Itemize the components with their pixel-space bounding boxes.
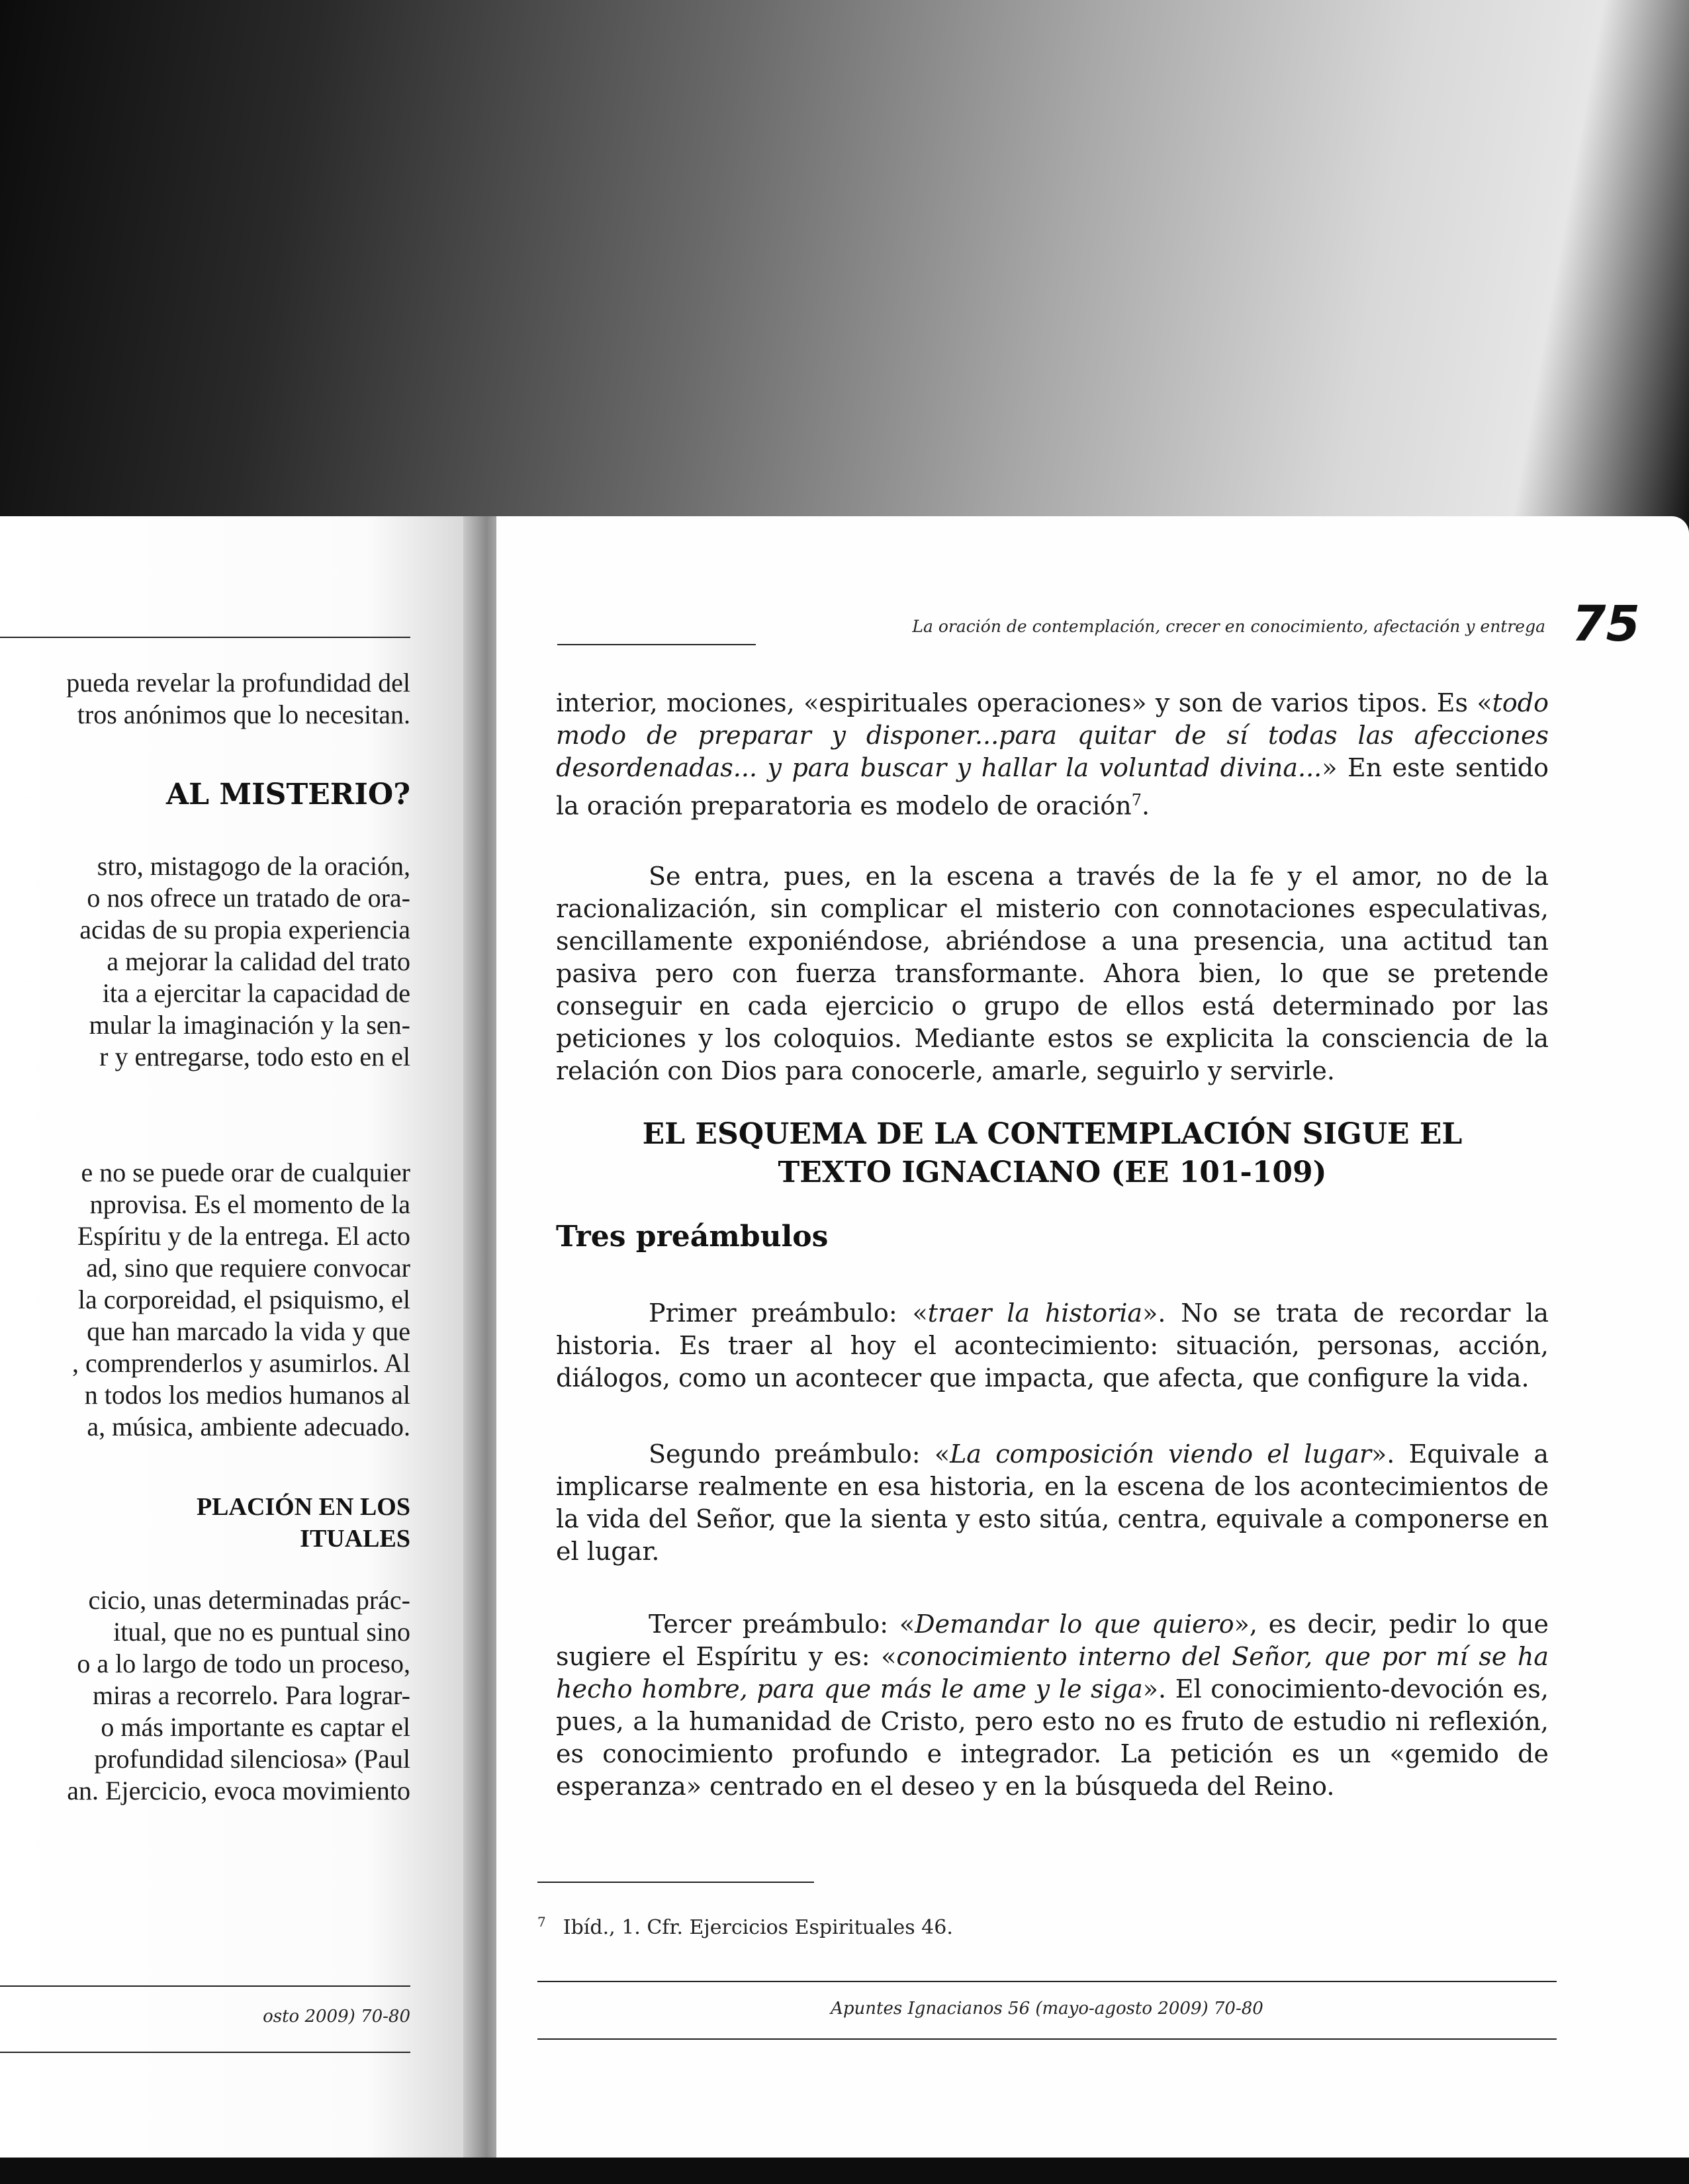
p1-quote: todo modo de preparar y disponer...para quitar de sí todas las afecciones desordenadas... y para buscar y hallar la voluntad divina... bbox=[556, 688, 1549, 782]
p4-pre: Segundo preámbulo: « bbox=[649, 1439, 950, 1469]
scanner-edge bbox=[0, 2158, 1689, 2184]
text-line: miras a recorrelo. Para lograr- bbox=[92, 1680, 410, 1710]
footnote-ref: 7 bbox=[1131, 791, 1142, 809]
text-line: nprovisa. Es el momento de la bbox=[89, 1189, 410, 1219]
footnote-mark: 7 bbox=[537, 1914, 546, 1930]
p5-pre: Tercer preámbulo: « bbox=[649, 1610, 915, 1639]
text-line: r y entregarse, todo esto en el bbox=[99, 1042, 410, 1071]
paragraph-4 bbox=[556, 1438, 1549, 1568]
p4-quote: La composición viendo el lugar bbox=[950, 1439, 1372, 1469]
text-line: , comprenderlos y asumirlos. Al bbox=[71, 1348, 410, 1378]
paragraph-3 bbox=[556, 1297, 1549, 1394]
footnote-text: Ibíd., 1. Cfr. Ejercicios Espirituales 46. bbox=[563, 1916, 953, 1939]
text-line: acidas de su propia experiencia bbox=[79, 915, 410, 944]
text-line: Espíritu y de la entrega. El acto bbox=[77, 1221, 410, 1251]
scanner-shadow bbox=[0, 0, 1689, 529]
p1-pre: interior, mociones, «espirituales operaciones» y son de varios tipos. Es « bbox=[556, 688, 1492, 717]
text-line: ad, sino que requiere convocar bbox=[86, 1253, 410, 1283]
p4-post: ». Equivale a implicarse realmente en esa historia, en la escena de los acontecimientos de la vida del Señor, que la sienta y esto sitúa, centra, equivale a componerse en el lugar. bbox=[556, 1439, 1549, 1566]
footer-rule-top bbox=[537, 1981, 1557, 1982]
paragraph-5 bbox=[556, 1608, 1549, 1803]
p5-post: ». El conocimiento-devoción es, pues, a la humanidad de Cristo, pero esto no es fruto de estudio ni reflexión, es conocimiento profundo e integrador. La petición es un «gemido de esperanza» centrado en el deseo y en la búsqueda del Reino. bbox=[556, 1674, 1549, 1801]
left-page bbox=[0, 516, 490, 2158]
header-rule bbox=[557, 644, 756, 645]
p5-mid: », es decir, pedir lo que sugiere el Espíritu y es: « bbox=[556, 1610, 1549, 1671]
left-footer: osto 2009) 70-80 bbox=[263, 2007, 410, 2026]
footer-journal: Apuntes Ignacianos 56 (mayo-agosto 2009) 70-80 bbox=[831, 1999, 1263, 2019]
subheading-preambulos: Tres preámbulos bbox=[556, 1220, 829, 1253]
text-line: an. Ejercicio, evoca movimiento bbox=[67, 1776, 410, 1805]
p1-post: » En este sentido la oración preparatoria es modelo de oración bbox=[556, 753, 1549, 821]
text-line: que han marcado la vida y que bbox=[87, 1316, 410, 1346]
text-line: o más importante es captar el bbox=[101, 1712, 410, 1742]
text-line: n todos los medios humanos al bbox=[84, 1380, 410, 1410]
left-text-block-a bbox=[0, 667, 410, 731]
section-title-line-2: TEXTO IGNACIANO (EE 101-109) bbox=[778, 1156, 1327, 1189]
p5-quote-1: Demandar lo que quiero bbox=[915, 1610, 1234, 1639]
left-footer-rule-top bbox=[0, 1985, 410, 1987]
left-header-rule bbox=[0, 637, 410, 638]
text-line: e no se puede orar de cualquier bbox=[81, 1158, 410, 1187]
running-head: La oración de contemplación, crecer en conocimiento, afectación y entrega bbox=[912, 617, 1545, 636]
left-text-block-d bbox=[0, 1584, 410, 1807]
text-line: PLACIÓN EN LOS bbox=[196, 1493, 410, 1521]
paragraph-1 bbox=[556, 687, 1549, 823]
left-subheading bbox=[0, 1491, 410, 1555]
text-line: tros anónimos que lo necesitan. bbox=[77, 700, 410, 729]
text-line: ita a ejercitar la capacidad de bbox=[102, 978, 410, 1008]
text-line: pueda revelar la profundidad del bbox=[66, 668, 410, 698]
text-line: ITUALES bbox=[300, 1525, 410, 1553]
page-number: 75 bbox=[1572, 596, 1640, 653]
section-title bbox=[556, 1115, 1549, 1192]
section-title-line-1: EL ESQUEMA DE LA CONTEMPLACIÓN SIGUE EL bbox=[642, 1117, 1463, 1151]
text-line: a, música, ambiente adecuado. bbox=[87, 1412, 410, 1441]
text-line: itual, que no es puntual sino bbox=[113, 1617, 410, 1647]
p3-post: ». No se trata de recordar la historia. Es traer al hoy el acontecimiento: situación, personas, acción, diálogos, como un acontecer que impacta, que afecta, que configure la vida. bbox=[556, 1298, 1549, 1392]
left-heading: AL MISTERIO? bbox=[166, 778, 410, 811]
p3-quote: traer la historia bbox=[927, 1298, 1143, 1328]
text-line: a mejorar la calidad del trato bbox=[107, 946, 410, 976]
p5-quote-2: conocimiento interno del Señor, que por mí se ha hecho hombre, para que más le ame y le siga bbox=[556, 1642, 1549, 1704]
left-text-block-b bbox=[0, 850, 410, 1073]
text-line: cicio, unas determinadas prác- bbox=[88, 1585, 410, 1615]
footnote-rule bbox=[537, 1882, 814, 1883]
footnote bbox=[537, 1914, 953, 1939]
left-text-block-c bbox=[0, 1157, 410, 1443]
text-line: profundidad silenciosa» (Paul bbox=[94, 1744, 410, 1774]
paragraph-2: Se entra, pues, en la escena a través de la fe y el amor, no de la racionalización, sin complicar el misterio con connotaciones especulativas, sencillamente exponiéndose, abriéndose a una presencia, una actitud tan pasiva pero con fuerza transformante. Ahora bien, lo que se pretende conseguir en cada ejercicio o grupo de ellos está determinado por las peticiones y los coloquios. Mediante estos se explicita la consciencia de la relación con Dios para conocerle, amarle, seguirlo y servirle. bbox=[556, 862, 1549, 1085]
right-page bbox=[496, 516, 1689, 2158]
p1-end: . bbox=[1142, 791, 1150, 821]
text-line: mular la imaginación y la sen- bbox=[89, 1010, 410, 1040]
text-line: stro, mistagogo de la oración, bbox=[97, 851, 410, 881]
text-line: la corporeidad, el psiquismo, el bbox=[77, 1285, 410, 1314]
p3-pre: Primer preámbulo: « bbox=[649, 1298, 928, 1328]
left-footer-rule-bottom bbox=[0, 2052, 410, 2053]
text-line: o nos ofrece un tratado de ora- bbox=[87, 883, 410, 913]
text-line: o a lo largo de todo un proceso, bbox=[77, 1649, 410, 1678]
footer-rule-bottom bbox=[537, 2038, 1557, 2040]
